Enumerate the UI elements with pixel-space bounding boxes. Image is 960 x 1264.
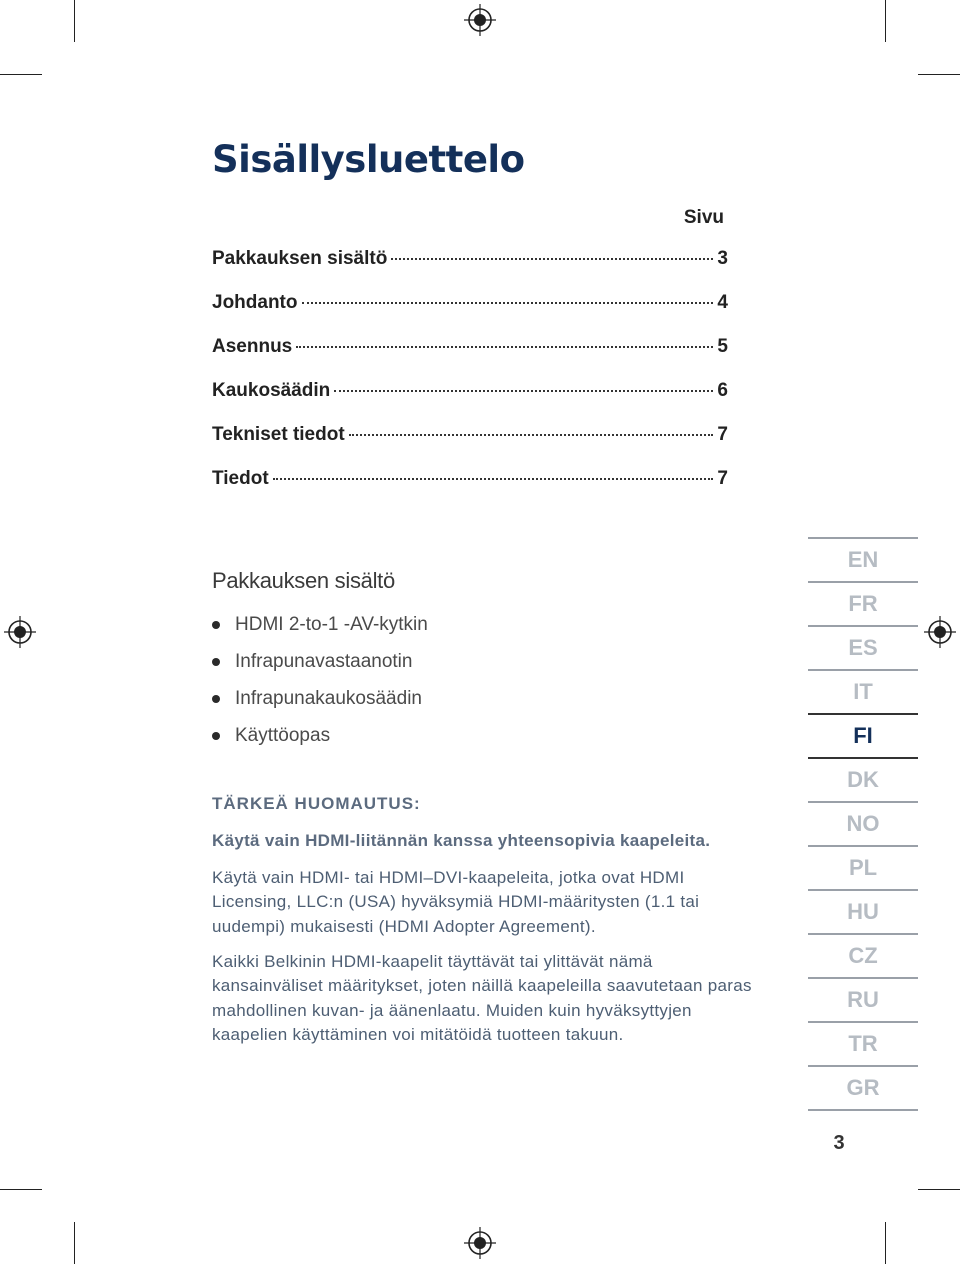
list-item-label: Käyttöopas	[235, 724, 331, 746]
toc-entry[interactable]	[212, 248, 728, 292]
language-tab-en[interactable]: EN	[847, 547, 879, 572]
notice-subheading: Käytä vain HDMI-liitännän kanssa yhteensopivia kaapeleita.	[212, 831, 711, 850]
language-tab-fr[interactable]: FR	[848, 591, 878, 616]
bullet-icon	[212, 621, 220, 629]
list-item	[212, 606, 428, 643]
crop-mark	[0, 1189, 42, 1190]
language-tab-it[interactable]: IT	[853, 679, 873, 704]
bullet-icon	[212, 695, 220, 703]
toc-dot-leader	[296, 346, 713, 348]
registration-mark-icon	[464, 1227, 496, 1259]
registration-mark-icon	[464, 4, 496, 36]
crop-mark	[0, 74, 42, 75]
bullet-icon	[212, 732, 220, 740]
notice-paragraph: Kaikki Belkinin HDMI-kaapelit täyttävät tai ylittävät nämä kansainväliset määritykset, joten näillä kaapeleilla saavutetaan paras mahdollinen kuvan- ja äänenlaatu. Muiden kuin hyväksyttyjen kaapelien käyttäminen voi mitätöidä tuotteen takuun.	[212, 952, 752, 1044]
toc-entry-label: Kaukosäädin	[212, 380, 331, 401]
toc-entry-label: Tekniset tiedot	[212, 424, 345, 445]
toc-entry-label: Pakkauksen sisältö	[212, 248, 388, 269]
toc-entry-page: 6	[717, 380, 728, 401]
language-tab-fi[interactable]: FI	[853, 723, 873, 748]
page-number: 3	[833, 1132, 845, 1154]
crop-mark	[74, 0, 75, 42]
contents-heading: Pakkauksen sisältö	[212, 568, 395, 593]
toc-dot-leader	[302, 302, 714, 304]
language-tab-hu[interactable]: HU	[847, 899, 879, 924]
language-tab-dk[interactable]: DK	[847, 767, 879, 792]
list-item	[212, 643, 428, 680]
language-tab-pl[interactable]: PL	[848, 855, 878, 880]
toc-entry[interactable]	[212, 424, 728, 468]
language-tab-cz[interactable]: CZ	[848, 943, 878, 968]
toc-entry-label: Tiedot	[212, 468, 269, 489]
toc-entry-label: Asennus	[212, 336, 293, 357]
page-title: Sisällysluettelo	[212, 138, 525, 181]
toc-dot-leader	[349, 434, 714, 436]
toc-entry-label: Johdanto	[212, 292, 298, 313]
crop-mark	[918, 1189, 960, 1190]
toc-entry-page: 3	[717, 248, 728, 269]
crop-mark	[885, 0, 886, 42]
language-tab-gr[interactable]: GR	[846, 1075, 880, 1100]
contents-list	[212, 606, 428, 754]
language-tab-es[interactable]: ES	[848, 635, 878, 660]
toc-dot-leader	[273, 478, 714, 480]
toc-entry[interactable]	[212, 292, 728, 336]
toc-dot-leader	[334, 390, 713, 392]
toc-entry-page: 7	[717, 424, 728, 445]
language-tabs	[808, 537, 918, 1111]
toc-page-column-label: Sivu	[683, 207, 724, 228]
toc-entry-page: 5	[717, 336, 728, 357]
toc-entry[interactable]	[212, 336, 728, 380]
list-item	[212, 717, 428, 754]
list-item-label: HDMI 2-to-1 -AV-kytkin	[235, 613, 428, 635]
bullet-icon	[212, 658, 220, 666]
registration-mark-icon	[924, 616, 956, 648]
toc-entry[interactable]	[212, 380, 728, 424]
language-tab-ru[interactable]: RU	[847, 987, 879, 1012]
toc-entry[interactable]	[212, 468, 728, 512]
language-tab-no[interactable]: NO	[846, 811, 880, 836]
registration-mark-icon	[4, 616, 36, 648]
notice-heading: TÄRKEÄ HUOMAUTUS:	[212, 794, 421, 813]
crop-mark	[74, 1222, 75, 1264]
toc-entry-page: 4	[717, 292, 728, 313]
toc-entry-page: 7	[717, 468, 728, 489]
language-tab-tr[interactable]: TR	[848, 1031, 878, 1056]
list-item	[212, 680, 428, 717]
list-item-label: Infrapunakaukosäädin	[235, 687, 422, 709]
list-item-label: Infrapunavastaanotin	[235, 650, 413, 672]
crop-mark	[885, 1222, 886, 1264]
language-divider	[808, 1109, 918, 1111]
notice-paragraph: Käytä vain HDMI- tai HDMI–DVI-kaapeleita, jotka ovat HDMI Licensing, LLC:n (USA) hyväksymiä HDMI-määritysten (1.1 tai uudempi) mukaisesti (HDMI Adopter Agreement).	[212, 868, 700, 936]
toc-dot-leader	[391, 258, 713, 260]
table-of-contents	[212, 248, 728, 512]
crop-mark	[918, 74, 960, 75]
